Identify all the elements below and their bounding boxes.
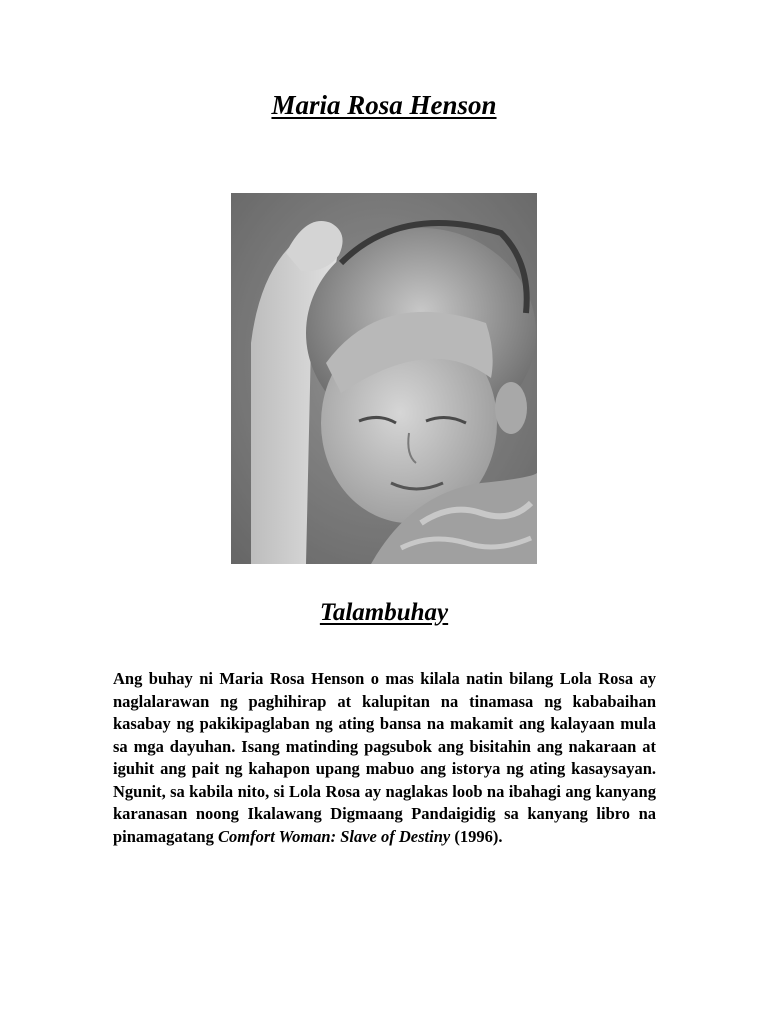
- portrait-photo-graphic: [231, 193, 537, 564]
- biography-paragraph: [113, 668, 656, 848]
- book-title: Comfort Woman: Slave of Destiny: [217, 826, 451, 846]
- publication-year: (1996).: [454, 826, 503, 846]
- document-title: Maria Rosa Henson: [271, 90, 497, 120]
- portrait-photo: [231, 193, 537, 564]
- biography-text: Ang buhay ni Maria Rosa Henson o mas kilala natin bilang Lola Rosa ay naglalarawan ng paghihirap at kalupitan na tinamasa ng kababaihan kasabay ng pakikipaglaban ng ating bansa na makamit ang kalayaan mula sa mga dayuhan. Isang matinding pagsubok ang bisitahin ang nakaraan at iguhit ang pait ng kahapon upang mabuo ang istorya ng ating kasaysayan. Ngunit, sa kabila nito, si Lola Rosa ay naglakas loob na ibahagi ang kanyang karanasan noong Ikalawang Digmaang Pandaigidig sa kanyang libro na pinamagatang: [113, 669, 656, 846]
- section-heading: Talambuhay: [319, 599, 449, 626]
